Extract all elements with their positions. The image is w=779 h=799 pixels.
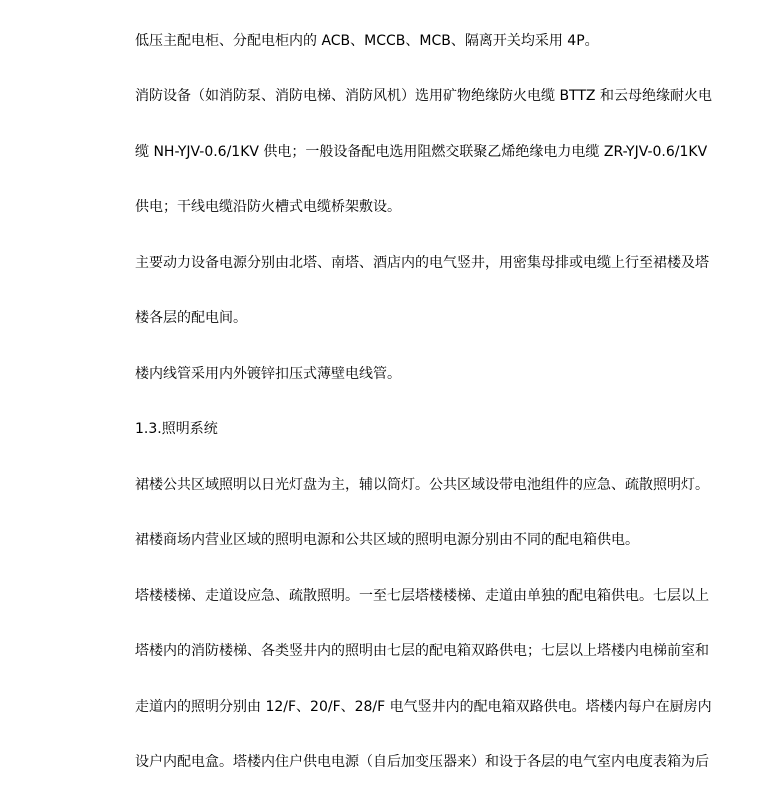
text-line-12: 塔楼内的消防楼梯、各类竖井内的照明由七层的配电箱双路供电；七层以上塔楼内电梯前室和 (135, 643, 709, 659)
text-line-3: 缆 NH-YJV-0.6/1KV 供电；一般设备配电选用阻燃交联聚乙烯绝缘电力电缆 ZR-YJV-0.6/1KV (135, 144, 708, 160)
text-line-1: 低压主配电柜、分配电柜内的 ACB、MCCB、MCB、隔离开关均采用 4P。 (135, 33, 599, 49)
text-line-11: 塔楼楼梯、走道设应急、疏散照明。一至七层塔楼楼梯、走道由单独的配电箱供电。七层以上 (135, 588, 709, 604)
text-line-13: 走道内的照明分别由 12/F、20/F、28/F 电气竖井内的配电箱双路供电。塔楼内每户在厨房内 (135, 699, 712, 715)
text-line-4: 供电；干线电缆沿防火槽式电缆桥架敷设。 (135, 199, 401, 215)
text-line-10: 裙楼商场内营业区域的照明电源和公共区域的照明电源分别由不同的配电箱供电。 (135, 532, 639, 548)
section-heading: 1.3.照明系统 (135, 421, 218, 437)
text-line-9: 裙楼公共区域照明以日光灯盘为主，辅以筒灯。公共区域设带电池组件的应急、疏散照明灯。 (135, 477, 709, 493)
text-line-7: 楼内线管采用内外镀锌扣压式薄壁电线管。 (135, 366, 401, 382)
text-line-2: 消防设备（如消防泵、消防电梯、消防风机）选用矿物绝缘防火电缆 BTTZ 和云母绝缘耐火电 (135, 88, 712, 104)
text-line-14: 设户内配电盒。塔楼内住户供电电源（自后加变压器来）和设于各层的电气室内电度表箱为后 (135, 754, 709, 770)
text-line-6: 楼各层的配电间。 (135, 310, 247, 326)
text-line-5: 主要动力设备电源分别由北塔、南塔、酒店内的电气竖井，用密集母排或电缆上行至裙楼及塔 (135, 255, 709, 271)
